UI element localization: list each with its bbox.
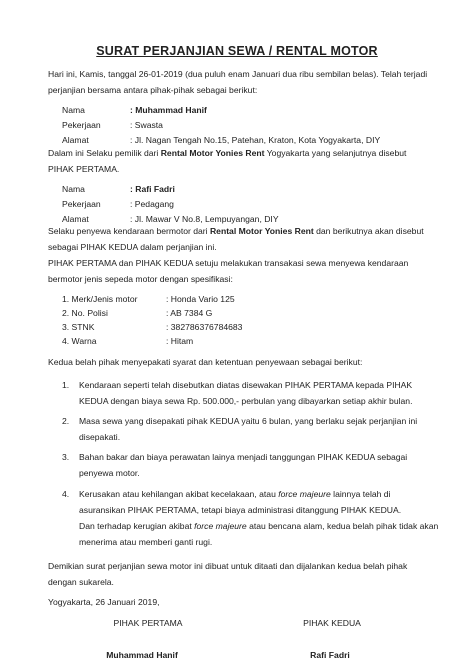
term-number: 2. [62,416,70,426]
owner-line-2: PIHAK PERTAMA. [48,164,120,174]
term-item-1 [48,377,448,409]
owner-paragraph [48,145,448,177]
term-item-2 [48,413,448,445]
party2-name-row [0,182,474,196]
party1-name-value: : Muhammad Hanif [130,105,207,115]
vehicle-key: 3. STNK [62,322,95,332]
term-number: 4. [62,489,70,499]
term-item-3 [48,449,448,481]
party1-address-value: : Jl. Nagan Tengah No.15, Patehan, Kraton, Kota Yogyakarta, DIY [130,135,381,145]
second-party-role: PIHAK KEDUA [303,618,361,628]
renter-line-1 [48,223,448,239]
party1-job-row [0,118,474,132]
place-date: Yogyakarta, 26 Januari 2019, [48,597,160,607]
term-line: asuransikan PIHAK PERTAMA, tetapi biaya administrasi ditanggung PIHAK KEDUA. [79,505,402,515]
owner-company: Rental Motor Yonies Rent [160,148,265,158]
renter-company: Rental Motor Yonies Rent [209,226,314,236]
vehicle-value: : Hitam [166,336,194,346]
party1-name-row [0,103,474,117]
renter-line-2: sebagai PIHAK KEDUA dalam perjanjian ini. [48,242,217,252]
term-italic: force majeure [278,489,331,499]
party2-address-label: Alamat [62,214,89,224]
second-party-signature-name: Rafi Fadri [310,650,350,660]
term-line [79,486,409,502]
closing-paragraph [48,558,448,590]
term-line: menerima atau memberi ganti rugi. [79,537,213,547]
agreement-line-2: bermotor jenis sepeda motor dengan spesifikasi: [48,274,233,284]
party1-address-label: Alamat [62,135,89,145]
intro-line-2: perjanjian bersama antara pihak-pihak sebagai berikut: [48,85,258,95]
first-party-role: PIHAK PERTAMA [113,618,183,628]
owner-text-c: Yogyakarta yang selanjutnya disebut [264,148,407,158]
document-title: SURAT PERJANJIAN SEWA / RENTAL MOTOR [96,44,378,58]
vehicle-key: 2. No. Polisi [62,308,108,318]
closing-line-2: dengan sukarela. [48,577,114,587]
party2-job-value: : Pedagang [130,199,174,209]
renter-paragraph [48,223,448,255]
term-fragment: Kerusakan atau kehilangan akibat kecelakaan, atau [79,489,279,499]
term-number: 1. [62,380,70,390]
term-line: Bahan bakar dan biaya perawatan lainya menjadi tanggungan PIHAK KEDUA sebagai [79,452,408,462]
intro-paragraph [48,66,448,98]
party2-job-row [0,197,474,211]
vehicle-row [0,292,474,306]
term-italic: force majeure [194,521,247,531]
owner-line-1 [48,145,448,161]
term-text [79,413,418,445]
term-text [79,449,409,481]
term-fragment: Dan terhadap kerugian akibat [79,521,195,531]
agreement-line-1: PIHAK PERTAMA dan PIHAK KEDUA setuju melakukan transakasi sewa menyewa kendaraan [48,258,409,268]
term-line: penyewa motor. [79,468,140,478]
vehicle-key: 4. Warna [62,336,97,346]
term-text [79,377,413,409]
term-text [79,486,439,550]
party1-job-value: : Swasta [130,120,163,130]
party1-name-label: Nama [62,105,85,115]
term-fragment: lainnya telah di [330,489,391,499]
first-party-signature-name: Muhammad Hanif [106,650,178,660]
term-line: Masa sewa yang disepakati pihak KEDUA yaitu 6 bulan, yang berlaku sejak perjanjian ini [79,416,418,426]
vehicle-row [0,334,474,348]
party2-name-label: Nama [62,184,85,194]
term-item-4 [48,486,448,550]
closing-line-1: Demikian surat perjanjian sewa motor ini dibuat untuk ditaati dan dijalankan kedua belah pihak [48,561,408,571]
renter-text-c: dan berikutnya akan disebut [313,226,424,236]
vehicle-row [0,306,474,320]
owner-text-a: Dalam ini Selaku pemilik dari [48,148,161,158]
term-fragment: atau bencana alam, kedua belah pihak tidak akan [246,521,439,531]
term-line: KEDUA dengan biaya sewa Rp. 500.000,- perbulan yang dibayarkan setiap akhir bulan. [79,396,413,406]
vehicle-row [0,320,474,334]
term-line: Kendaraan seperti telah disebutkan diatas disewakan PIHAK PERTAMA kepada PIHAK [79,380,413,390]
vehicle-value: : Honda Vario 125 [166,294,235,304]
intro-line-1: Hari ini, Kamis, tanggal 26-01-2019 (dua puluh enam Januari dua ribu sembilan belas). Telah terjadi [48,69,428,79]
party2-job-label: Pekerjaan [62,199,101,209]
term-line [79,518,439,534]
vehicle-value: : AB 7384 G [166,308,213,318]
party2-name-value: : Rafi Fadri [130,184,175,194]
agreement-paragraph [48,255,448,287]
term-line: disepakati. [79,432,121,442]
party1-job-label: Pekerjaan [62,120,101,130]
party2-address-value: : Jl. Mawar V No.8, Lempuyangan, DIY [130,214,279,224]
renter-text-a: Selaku penyewa kendaraan bermotor dari [48,226,210,236]
term-number: 3. [62,452,70,462]
terms-intro: Kedua belah pihak menyepakati syarat dan ketentuan penyewaan sebagai berikut: [48,357,363,367]
vehicle-key: 1. Merk/Jenis motor [62,294,138,304]
vehicle-value: : 382786376784683 [166,322,243,332]
